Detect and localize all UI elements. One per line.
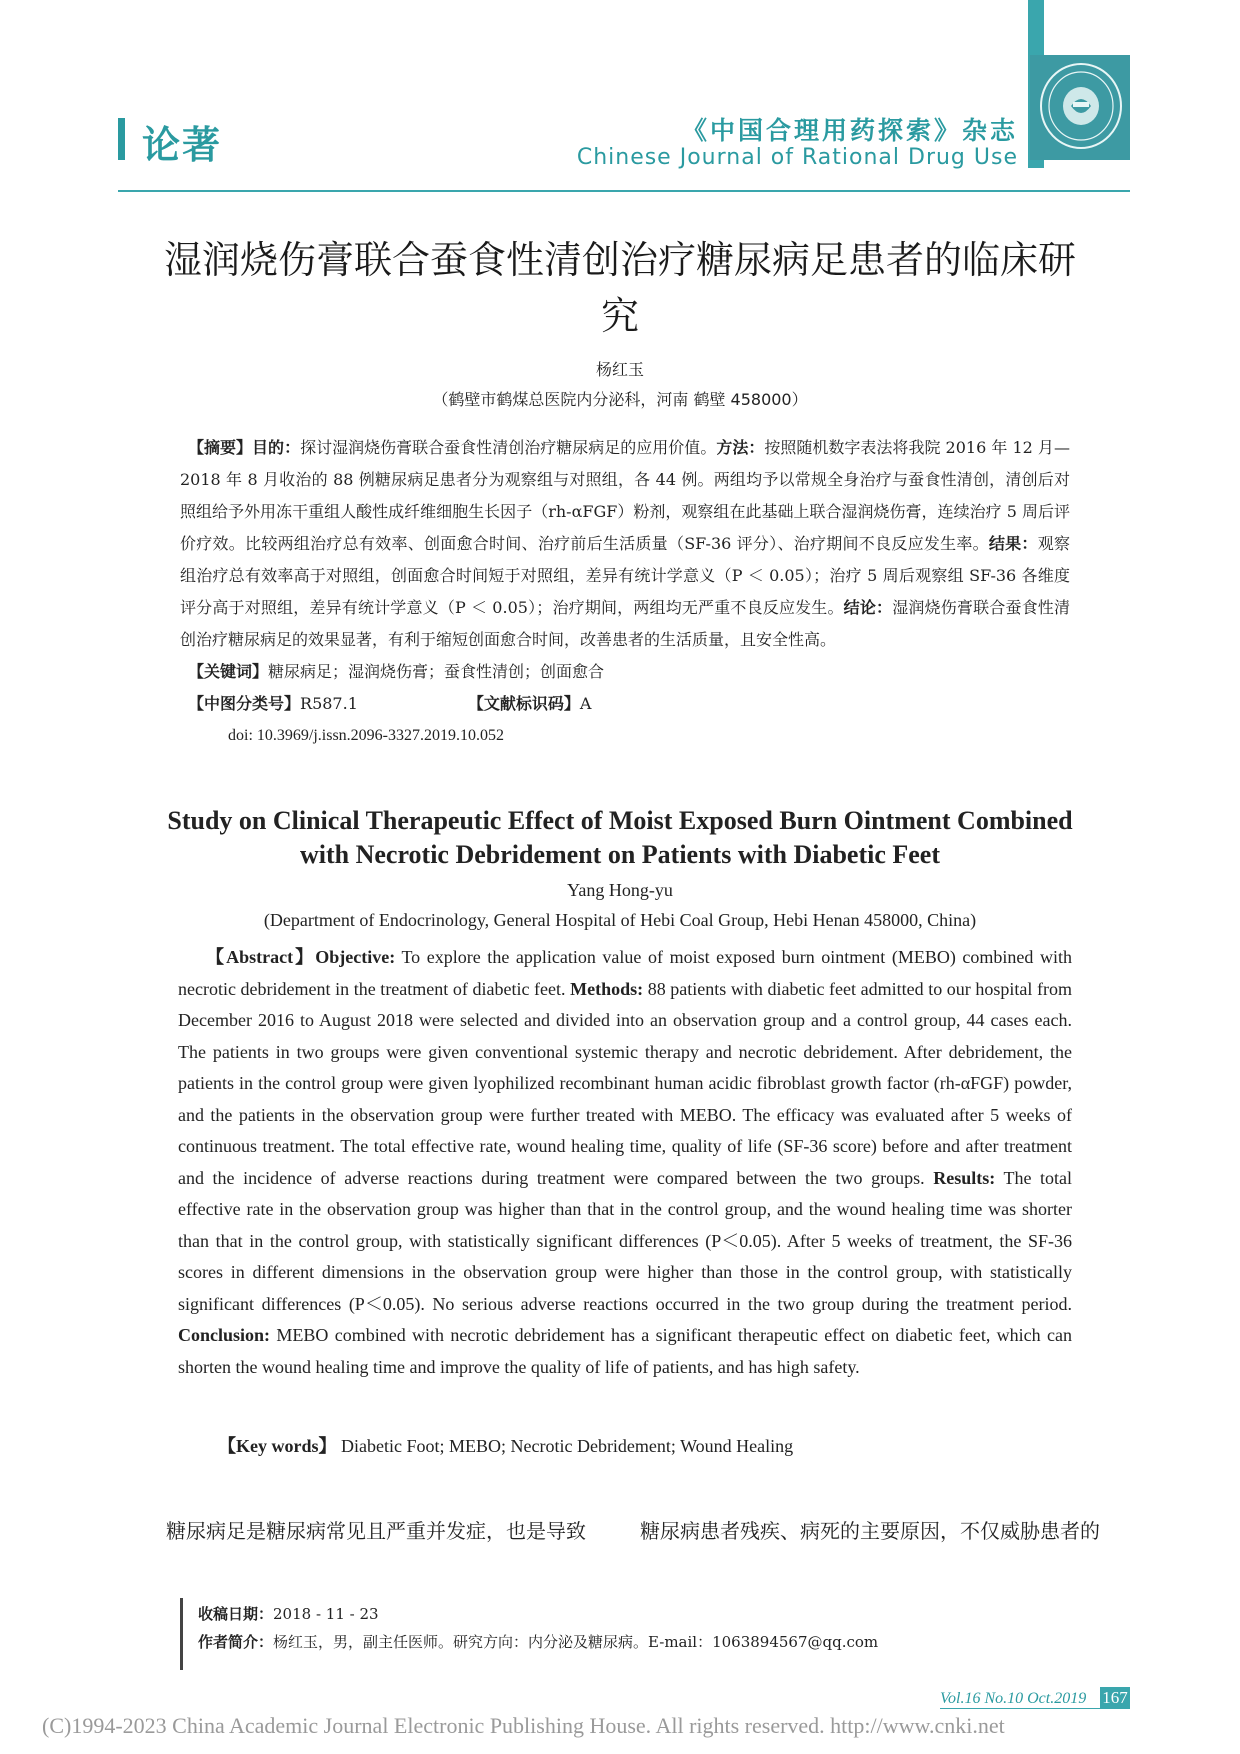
journal-seal-icon	[1037, 60, 1125, 152]
affiliation-cn: （鹤壁市鹤煤总医院内分泌科，河南 鹤壁 458000）	[432, 390, 808, 409]
classification-line	[180, 688, 1070, 720]
keywords-en-value: Diabetic Foot; MEBO; Necrotic Debridement; Wound Healing	[336, 1436, 794, 1456]
keywords-en-label: 【Key words】	[218, 1436, 337, 1456]
keywords-value: 糖尿病足；湿润烧伤膏；蚕食性清创；创面愈合	[268, 662, 605, 681]
bio-value: 杨红玉，男，副主任医师。研究方向：内分泌及糖尿病。E-mail：1063894567@qq.com	[273, 1633, 879, 1651]
abstract-en	[178, 942, 1072, 1383]
received-label: 收稿日期：	[198, 1605, 274, 1623]
paper-title-cn: 湿润烧伤膏联合蚕食性清创治疗糖尿病足患者的临床研究	[163, 238, 1076, 338]
body-text-left: 糖尿病足是糖尿病常见且严重并发症，也是导致	[166, 1519, 586, 1543]
received-value: 2018 - 11 - 23	[273, 1605, 379, 1623]
section-marker	[118, 118, 125, 160]
conclusion-label: 结论：	[843, 598, 893, 617]
footnote-marker	[180, 1598, 183, 1670]
paper-title-en: Study on Clinical Therapeutic Effect of Moist Exposed Burn Ointment Combined with Necrotic Debridement on Patients with Diabetic Feet	[167, 806, 1073, 869]
clc-label: 【中图分类号】	[188, 694, 301, 713]
footer-divider	[940, 1708, 1100, 1709]
copyright-notice: (C)1994-2023 China Academic Journal Electronic Publishing House. All rights reserved. http://www.cnki.net	[42, 1713, 1005, 1738]
page-number: 167	[1100, 1687, 1130, 1709]
affiliation-en: (Department of Endocrinology, General Hospital of Hebi Coal Group, Hebi Henan 458000, China)	[263, 910, 977, 930]
keywords-en	[218, 1432, 793, 1458]
results-en-text: The total effective rate in the observation group was higher than that in the control group, and the wound healing time was shorter than that in the control group, with statistically significant differences (P＜0.05). After 5 weeks of treatment, the SF-36 scores in different dimensions in the observation group were higher than those in the control group, with statistically significant differences (P＜0.05). No serious adverse reactions occurred in the two group during the treatment period.	[178, 1167, 1072, 1314]
bio-label: 作者简介：	[198, 1633, 274, 1651]
methods-label: 方法：	[716, 438, 765, 457]
issue-info: Vol.16 No.10 Oct.2019	[940, 1690, 1087, 1707]
author-bio	[198, 1631, 878, 1652]
journal-title-en: Chinese Journal of Rational Drug Use	[576, 145, 1018, 170]
header-divider	[118, 190, 1130, 192]
received-date	[198, 1603, 379, 1624]
abstract-en-label: 【Abstract】	[206, 947, 316, 967]
objective-text: 探讨湿润烧伤膏联合蚕食性清创治疗糖尿病足的应用价值。	[300, 438, 717, 457]
author-en: Yang Hong-yu	[567, 880, 673, 900]
keywords-label: 【关键词】	[188, 662, 269, 681]
results-text: 观察组治疗总有效率高于对照组，创面愈合时间短于对照组，差异有统计学意义（P ＜ 0.05）；治疗 5 周后观察组 SF-36 各维度评分高于对照组，差异有统计学意义（P ＜ 0.05）；治疗期间，两组均无严重不良反应发生。	[180, 534, 1070, 617]
abstract-label: 【摘要】	[188, 438, 253, 457]
conclusion-text: 湿润烧伤膏联合蚕食性清创治疗糖尿病足的效果显著，有利于缩短创面愈合时间，改善患者的生活质量，且安全性高。	[180, 598, 1070, 649]
methods-en-text: 88 patients with diabetic feet admitted to our hospital from December 2016 to August 2018 were selected and divided into an observation group and a control group, 44 cases each. The patients in two groups were given conventional systemic therapy and necrotic debridement. After debridement, the patients in the control group were given lyophilized recombinant human acidic fibroblast growth factor (rh-αFGF) powder, and the patients in the observation group were further treated with MEBO. The efficacy was evaluated after 5 weeks of continuous treatment. The total effective rate, wound healing time, quality of life (SF-36 score) before and after treatment and the incidence of adverse reactions during treatment were compared between the two groups.	[178, 978, 1072, 1188]
abstract-cn	[180, 432, 1070, 752]
clc-value: R587.1	[300, 694, 358, 713]
conclusion-en-label: Conclusion:	[178, 1325, 271, 1345]
journal-title-cn: 《中国合理用药探索》杂志	[681, 116, 1018, 145]
section-label: 论著	[142, 123, 223, 167]
keywords-cn	[180, 656, 1070, 688]
results-label: 结果：	[988, 534, 1038, 553]
doc-code-value: A	[579, 694, 592, 713]
results-en-label: Results:	[933, 1167, 996, 1188]
objective-en-text: To explore the application value of moist exposed burn ointment (MEBO) combined with necrotic debridement in the treatment of diabetic feet.	[178, 947, 1072, 999]
methods-en-label: Methods:	[570, 978, 644, 999]
objective-label: 目的：	[252, 438, 301, 457]
objective-en-label: Objective:	[315, 947, 396, 967]
body-text-right: 糖尿病患者残疾、病死的主要原因，不仅威胁患者的	[640, 1519, 1100, 1543]
doi[interactable]: doi: 10.3969/j.issn.2096-3327.2019.10.052	[228, 727, 505, 744]
author-cn: 杨红玉	[595, 360, 644, 379]
doc-code-label: 【文献标识码】	[467, 694, 580, 713]
conclusion-en-text: MEBO combined with necrotic debridement has a significant therapeutic effect on diabetic feet, which can shorten the wound healing time and improve the quality of life of patients, and has high safety.	[178, 1325, 1072, 1377]
methods-text: 按照随机数字表法将我院 2016 年 12 月—2018 年 8 月收治的 88 例糖尿病足患者分为观察组与对照组，各 44 例。两组均予以常规全身治疗与蚕食性清创，清创后对照组给予外用冻干重组人酸性成纤维细胞生长因子（rh-αFGF）粉剂，观察组在此基础上联合湿润烧伤膏，连续治疗 5 周后评价疗效。比较两组治疗总有效率、创面愈合时间、治疗前后生活质量（SF-36 评分）、治疗期间不良反应发生率。	[180, 438, 1070, 553]
